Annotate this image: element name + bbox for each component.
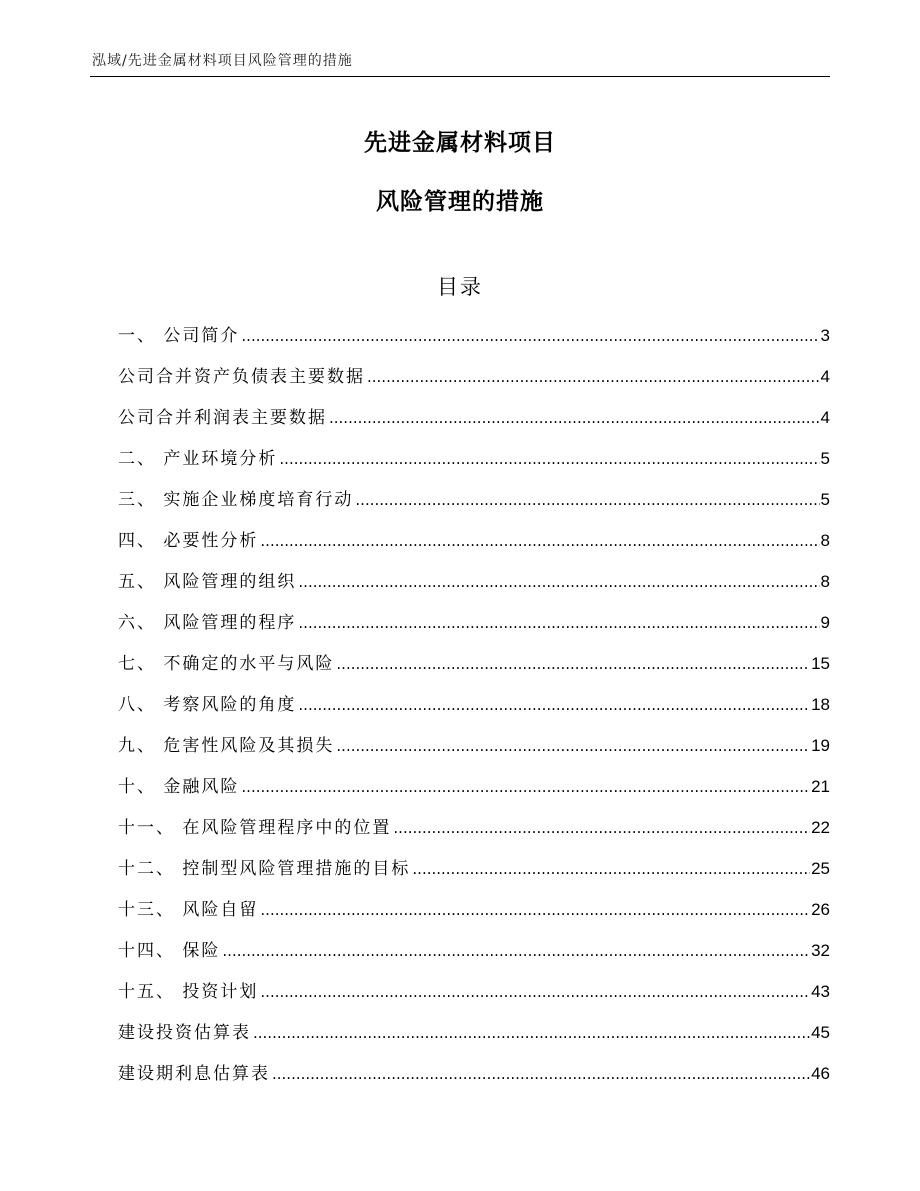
- toc-entry-page: 45: [811, 1023, 830, 1042]
- toc-dot-leader: [260, 528, 819, 554]
- toc-entry[interactable]: [118, 364, 830, 405]
- toc-entry-label: 十四、 保险: [118, 941, 221, 961]
- toc-dot-leader: [279, 446, 819, 472]
- toc-dot-leader: [260, 897, 810, 923]
- toc-entry[interactable]: [118, 897, 830, 938]
- toc-entry-label: 十三、 风险自留: [118, 900, 259, 920]
- toc-entry-label: 六、 风险管理的程序: [118, 613, 297, 633]
- toc-entry-page: 22: [811, 818, 830, 837]
- toc-entry[interactable]: [118, 610, 830, 651]
- toc-entry-page: 5: [820, 490, 830, 509]
- toc-entry-label: 十二、 控制型风险管理措施的目标: [118, 859, 411, 879]
- toc-entry-page: 3: [820, 326, 830, 345]
- toc-entry-page: 9: [820, 613, 830, 632]
- toc-entry-label: 一、 公司简介: [118, 326, 240, 346]
- toc-dot-leader: [253, 1020, 810, 1046]
- toc-dot-leader: [412, 856, 810, 882]
- toc-entry-label: 二、 产业环境分析: [118, 449, 278, 469]
- toc-entry[interactable]: [118, 569, 830, 610]
- toc-entry-page: 4: [820, 367, 830, 386]
- toc-dot-leader: [298, 610, 819, 636]
- toc-entry-label: 公司合并资产负债表主要数据: [118, 367, 365, 387]
- toc-entry-page: 25: [811, 859, 830, 878]
- toc-entry-label: 十五、 投资计划: [118, 982, 259, 1002]
- toc-entry[interactable]: [118, 528, 830, 569]
- toc-entry[interactable]: [118, 405, 830, 446]
- toc-entry[interactable]: [118, 487, 830, 528]
- toc-entry[interactable]: [118, 1020, 830, 1061]
- toc-entry-label: 九、 危害性风险及其损失: [118, 736, 335, 756]
- toc-entry[interactable]: [118, 651, 830, 692]
- toc-entry-label: 建设期利息估算表: [118, 1064, 270, 1084]
- toc-entry-page: 43: [811, 982, 830, 1001]
- toc-dot-leader: [241, 323, 819, 349]
- toc-entry[interactable]: [118, 1061, 830, 1102]
- toc-entry-page: 21: [811, 777, 830, 796]
- toc-entry[interactable]: [118, 938, 830, 979]
- toc-entry-page: 26: [811, 900, 830, 919]
- toc-entry-label: 七、 不确定的水平与风险: [118, 654, 335, 674]
- toc-entry[interactable]: [118, 323, 830, 364]
- toc-entry-page: 4: [820, 408, 830, 427]
- toc-entry-label: 八、 考察风险的角度: [118, 695, 297, 715]
- toc-entry-page: 32: [811, 941, 830, 960]
- toc-entry-label: 十、 金融风险: [118, 777, 240, 797]
- toc-dot-leader: [367, 364, 820, 390]
- toc-entry-label: 四、 必要性分析: [118, 531, 259, 551]
- toc-entry[interactable]: [118, 446, 830, 487]
- toc-entry[interactable]: [118, 815, 830, 856]
- running-header: 泓域/先进金属材料项目风险管理的措施: [92, 53, 353, 69]
- document-title-line-2: 风险管理的措施: [376, 189, 544, 215]
- toc-dot-leader: [272, 1061, 810, 1087]
- toc-entry[interactable]: [118, 774, 830, 815]
- table-of-contents: [118, 323, 830, 1102]
- toc-entry-page: 15: [811, 654, 830, 673]
- toc-entry-label: 公司合并利润表主要数据: [118, 408, 327, 428]
- header-divider: [90, 76, 830, 77]
- toc-dot-leader: [260, 979, 810, 1005]
- toc-dot-leader: [329, 405, 820, 431]
- toc-entry[interactable]: [118, 856, 830, 897]
- toc-heading: 目录: [437, 275, 483, 299]
- toc-entry-page: 46: [811, 1064, 830, 1083]
- toc-dot-leader: [355, 487, 819, 513]
- toc-entry[interactable]: [118, 692, 830, 733]
- toc-dot-leader: [393, 815, 810, 841]
- toc-dot-leader: [222, 938, 810, 964]
- toc-dot-leader: [241, 774, 810, 800]
- toc-entry-page: 8: [820, 572, 830, 591]
- toc-entry-page: 18: [811, 695, 830, 714]
- toc-dot-leader: [336, 651, 810, 677]
- toc-entry[interactable]: [118, 979, 830, 1020]
- document-title-line-1: 先进金属材料项目: [364, 130, 556, 156]
- toc-entry-page: 5: [820, 449, 830, 468]
- toc-entry-label: 五、 风险管理的组织: [118, 572, 297, 592]
- toc-entry-page: 19: [811, 736, 830, 755]
- toc-entry-page: 8: [820, 531, 830, 550]
- toc-dot-leader: [298, 569, 819, 595]
- toc-entry[interactable]: [118, 733, 830, 774]
- toc-entry-label: 三、 实施企业梯度培育行动: [118, 490, 354, 510]
- toc-dot-leader: [336, 733, 810, 759]
- toc-entry-label: 十一、 在风险管理程序中的位置: [118, 818, 392, 838]
- toc-dot-leader: [298, 692, 810, 718]
- toc-entry-label: 建设投资估算表: [118, 1023, 251, 1043]
